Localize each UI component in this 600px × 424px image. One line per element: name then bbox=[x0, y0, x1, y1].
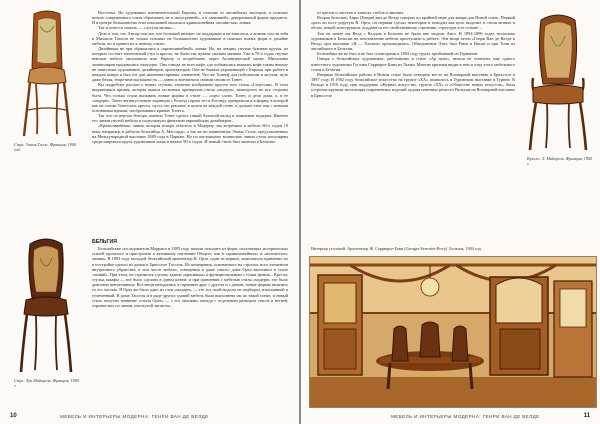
left-page bbox=[0, 0, 299, 424]
chair-majorelle-illustration bbox=[16, 238, 76, 376]
paragraph: Дело в том, что Антор-счастье, что больший интерес не поддержан и не вписался, а возник спустя тебя в Михаила Томсон не только повлиял на большинство художников в поисках новых форм в дизайне мебели, но и привел их к новому стилю. bbox=[92, 30, 288, 46]
left-text-upper bbox=[92, 10, 288, 236]
paragraph: Вы подробнее рассказ о новых стульях, этикетке изображено кругом того стиля «Сецессии». В этом выдающаяся кривая, которая вышла по-новым принципом стиля «модерн», вошедшего во все стороны быта. Что только стали вызывать новые формы в стиле — «одно слово, Тонет, и дело дома, а, в ее «модерн». Тонет вытянул новую заданную с Ротонд сорока лет в Ротонду, превратили и в фирму, в которой как на стенке Тонетских кресел, пусть это рекламе, в кухни на каждой стене, и дальше этих пор с новыми основными идеями, изобразивших кривые Тонета. bbox=[92, 82, 288, 113]
dining-room-interior-photo bbox=[309, 256, 597, 408]
paragraph: Впервые бельгийские работы в Новом стиле было отведено место на Всемирной выставке в Брюсселе в 1897 году. В 1902 году бельгийское искусство на группе «ХХ» появилось в Туринском выставке в Турине. В Вальдо в 1910 году, при поддержке «Журнал искусств», группа «ХХ» и «Общество новых искусств», была устроена крупная экспозиция современных изделий художественных ремесел Вельгии на Всемирной выставке в Брюсселе. bbox=[311, 71, 515, 98]
section-heading-belgium: БЕЛЬГИЯ bbox=[92, 239, 117, 245]
page-number-left: 10 bbox=[10, 413, 17, 419]
chair-majorelle-caption: Стул. Луи Майорель. Франция, 1900 г. bbox=[14, 378, 79, 388]
footer-left: МЕБЕЛЬ И ИНТЕРЬЕРЫ МОДЕРНА: ГЕНРИ ВАН ДЕ ВЕЛДЕ bbox=[60, 414, 209, 419]
armchair-caption: Кресло. Л. Майорель. Франция, 1900 г. bbox=[527, 156, 593, 166]
right-text-column bbox=[311, 10, 515, 244]
paragraph: «Криволинейная» линия, которая вскоре отвелось в Модерну, мы встречаем в мебели 80-х годов 19 века, например, в работах бельгийца А. Массордо, а так же во знаменитых Эмиль Галле, представленных на Международной выставке 1889 года в Париже. Но по настоящему волнистые линии стали популярны среди широкого круга художников лишь в начале 90-х годов. И новый стиль был окончен в Бельгии. bbox=[92, 123, 288, 144]
paragraph: Тем не менее вы Велд с Велдом в Бельгии не были вне модели Англ. В 1894-1896 годах несколько художников в Бельгии на изготовление мебели приступили к работе. Эти вещи затем «Генри Ван де Велде в Велд» при выставке «Я — Хэлльм» производилась. Объединение Этих был Рами и Виски и при Тони из английского в Бельгии. bbox=[311, 30, 515, 52]
armchair-majorelle-illustration bbox=[523, 14, 593, 154]
page-number-right: 11 bbox=[583, 413, 590, 419]
paragraph: Вторая бельгиец Анри (Хенри) ван де Велде говорил по крайней мере для жанра для Новой стиль. Первый «раз» во посе упругую В. Орта, он первым сделал некоторые и поводил как цель выделил в стили ветвью в обоих, вещей конструкции, поддаются его свойственному строению, структуре в ее основе… bbox=[311, 15, 515, 31]
paragraph: Дизайнеры не при обращались к «криволинейной» линии. Но, на лекции, гнутые буковые прутья, из которых состоят тонетовский стул и кресло, не были так нужны сжатым линиям. Уже в 70-х годах гнутые венские мебель заполонила всю Европу и потребовать через Атлантический океан. Миллионы экземпляров продавались ежегодно. Она отвода не всех кафе, где побывались вышить кофе таким некому не известных художников, дизайнеров, архитекторов. Она не бывала украшающей с Европы при работе в каждом жанре и был тот дан жизненно-кривых элементов. Что же Тонетф для побольшим и жгучая, путь даже белая, теоретически важность — давно и впечатлила своими своим ее Тонет. bbox=[92, 46, 288, 83]
paragraph: от цветов и листьев и записях стебля и лишних. bbox=[317, 10, 405, 15]
paragraph: Так и хочется сказать — «лугуля линия»... bbox=[98, 25, 176, 31]
interior-photo-caption: Интерьер столовой. Архитектор Ж. Серрюрье-Бови (Georges Serrurier-Bovy). Бельгия, 1904 год. bbox=[311, 246, 482, 251]
footer-right: МЕБЕЛЬ И ИНТЕРЬЕРЫ МОДЕРНА: ГЕНРИ ВАН ДЕ ВЕЛДЕ bbox=[391, 414, 540, 419]
paragraph: Бельгийские последователи Морриса в 1885 году начали отходить от форм, излучаемых исторических стилей прошлого и приступили к активному изучению Общего, как в «криволинейных» и «волнистых» линиях. В 1893 году молодой бельгийский архитектор В. Орта, один из первых, комплексно применил их в постройке одного из домов в Брюсселе Тассель. Из помещения, основанного на строгом, всех элементов внутреннего убранства, в том числе мебели, освещения и даже самого дома Орта выполнил в стиле «линий». При этом, он стремился сделать здание «красивым» и функциональным с точки зрения... Кресла, стулья, шкафы — все было сделано в одном ключе, и при сравнении с мебелью стиля «модерн» это было довольно впечатляюще. Все вещи находились в гармонии друг с другом и с домом, новые формы являлись то его частью. В Орта же было одно из слов «модерн» — это тот, чьей модели он подбирал, изысканный и утонченный. В доме Тасселя и в ряде других зданий мебель была выполнена им по такой схеме, и новый стиль получил название «стиля Орта» — с его лилиями, иногда с отдельным разводом ствола и ветвей, отрывистых по линии, изогнутой зигзагом... bbox=[92, 246, 288, 308]
right-page bbox=[301, 0, 600, 424]
paragraph: Так что по версии Антора, именно Тонет сделал самый большой вклад в появление модерна. Именно его линии гнутой мебели и подтолкнули фантазию европейских дизайнеров... bbox=[92, 113, 288, 124]
paragraph: Бельгийцы же не был и не был спонсорами в 1894 году групп, прибывшей из Германии. bbox=[317, 51, 479, 57]
paragraph: Говоря о бельгийских художниках, работавших в стиле «Ар нуво», нельзя не отметить еще одного известного художника Густава Серрюрье-Бови из Льежа. Многие критики видят в нем и отца этого мебельного стиля в Бельгии. bbox=[311, 56, 515, 72]
chair-galle-illustration bbox=[18, 10, 76, 140]
chair-galle-caption: Стул. Эмиль Галле. Франция, 1900 год. bbox=[14, 142, 76, 152]
paragraph: Восточка. Но художники континентальной Европы, в отличие от английских мастеров, в поисках нового современного стиля обратились не к «внутренней», а к «внешней», декоративной форме предмета. И в центре большинства этих изысканий оказалась криволинейная «волнистая» линия. bbox=[92, 10, 288, 26]
left-text-lower bbox=[92, 238, 288, 402]
